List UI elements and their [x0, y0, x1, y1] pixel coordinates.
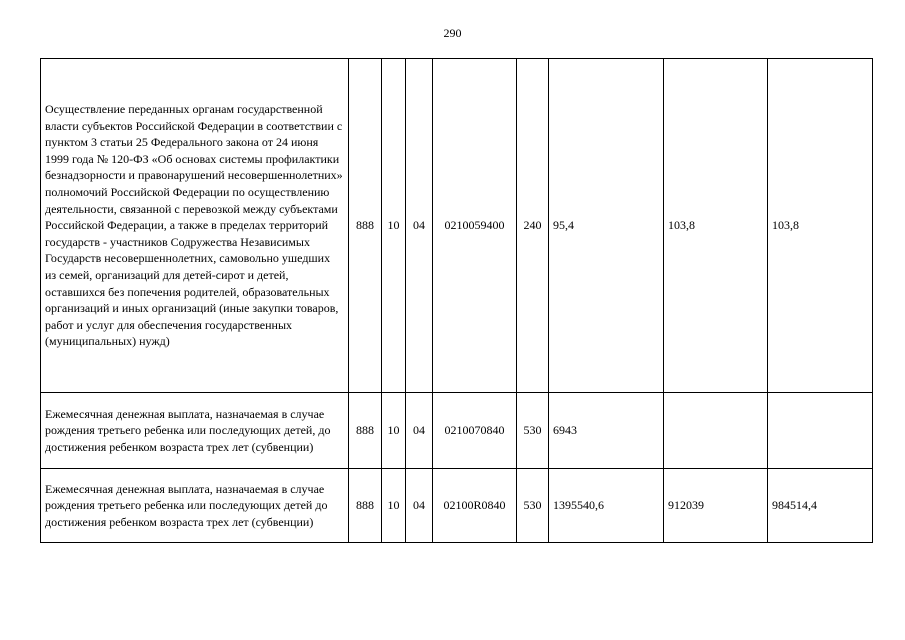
ministry-code-cell: 888: [349, 393, 382, 469]
ministry-code-cell: 888: [349, 59, 382, 393]
amount-year-3-cell: 984514,4: [768, 469, 873, 543]
amount-year-1-cell: 95,4: [549, 59, 664, 393]
expense-type-cell: 240: [517, 59, 549, 393]
amount-year-2-cell: 103,8: [664, 59, 768, 393]
section-code-cell: 10: [382, 59, 406, 393]
section-code-cell: 10: [382, 469, 406, 543]
amount-year-3-cell: [768, 393, 873, 469]
budget-table: [40, 58, 873, 543]
table-row: [41, 59, 873, 393]
subsection-code-cell: 04: [406, 469, 433, 543]
target-article-cell: 0210070840: [433, 393, 517, 469]
table-row: [41, 393, 873, 469]
amount-year-2-cell: [664, 393, 768, 469]
table-row: [41, 469, 873, 543]
target-article-cell: 0210059400: [433, 59, 517, 393]
subsection-code-cell: 04: [406, 59, 433, 393]
ministry-code-cell: 888: [349, 469, 382, 543]
amount-year-1-cell: 1395540,6: [549, 469, 664, 543]
expense-name-cell: Осуществление переданных органам государственной власти субъектов Российской Федерации в соответствии с пунктом 3 статьи 25 Федерального закона от 24 июня 1999 года № 120-ФЗ «Об основах системы профилактики безнадзорности и правонарушений несовершеннолетних» полномочий Российской Федерации по осуществлению деятельности, связанной с перевозкой между субъектами Российской Федерации, а также в пределах территорий государств - участников Содружества Независимых Государств несовершеннолетних, самовольно ушедших из семей, организаций для детей-сирот и детей, оставшихся без попечения родителей, образовательных организаций и иных организаций (иные закупки товаров, работ и услуг для обеспечения государственных (муниципальных) нужд): [41, 59, 349, 393]
amount-year-2-cell: 912039: [664, 469, 768, 543]
expense-type-cell: 530: [517, 469, 549, 543]
amount-year-3-cell: 103,8: [768, 59, 873, 393]
expense-name-cell: Ежемесячная денежная выплата, назначаемая в случае рождения третьего ребенка или последующих детей, до достижения ребенком возраста трех лет (субвенции): [41, 393, 349, 469]
amount-year-1-cell: 6943: [549, 393, 664, 469]
section-code-cell: 10: [382, 393, 406, 469]
expense-type-cell: 530: [517, 393, 549, 469]
page-number: 290: [443, 26, 462, 40]
subsection-code-cell: 04: [406, 393, 433, 469]
expense-name-cell: Ежемесячная денежная выплата, назначаемая в случае рождения третьего ребенка или последующих детей до достижения ребенком возраста трех лет (субвенции): [41, 469, 349, 543]
target-article-cell: 02100R0840: [433, 469, 517, 543]
